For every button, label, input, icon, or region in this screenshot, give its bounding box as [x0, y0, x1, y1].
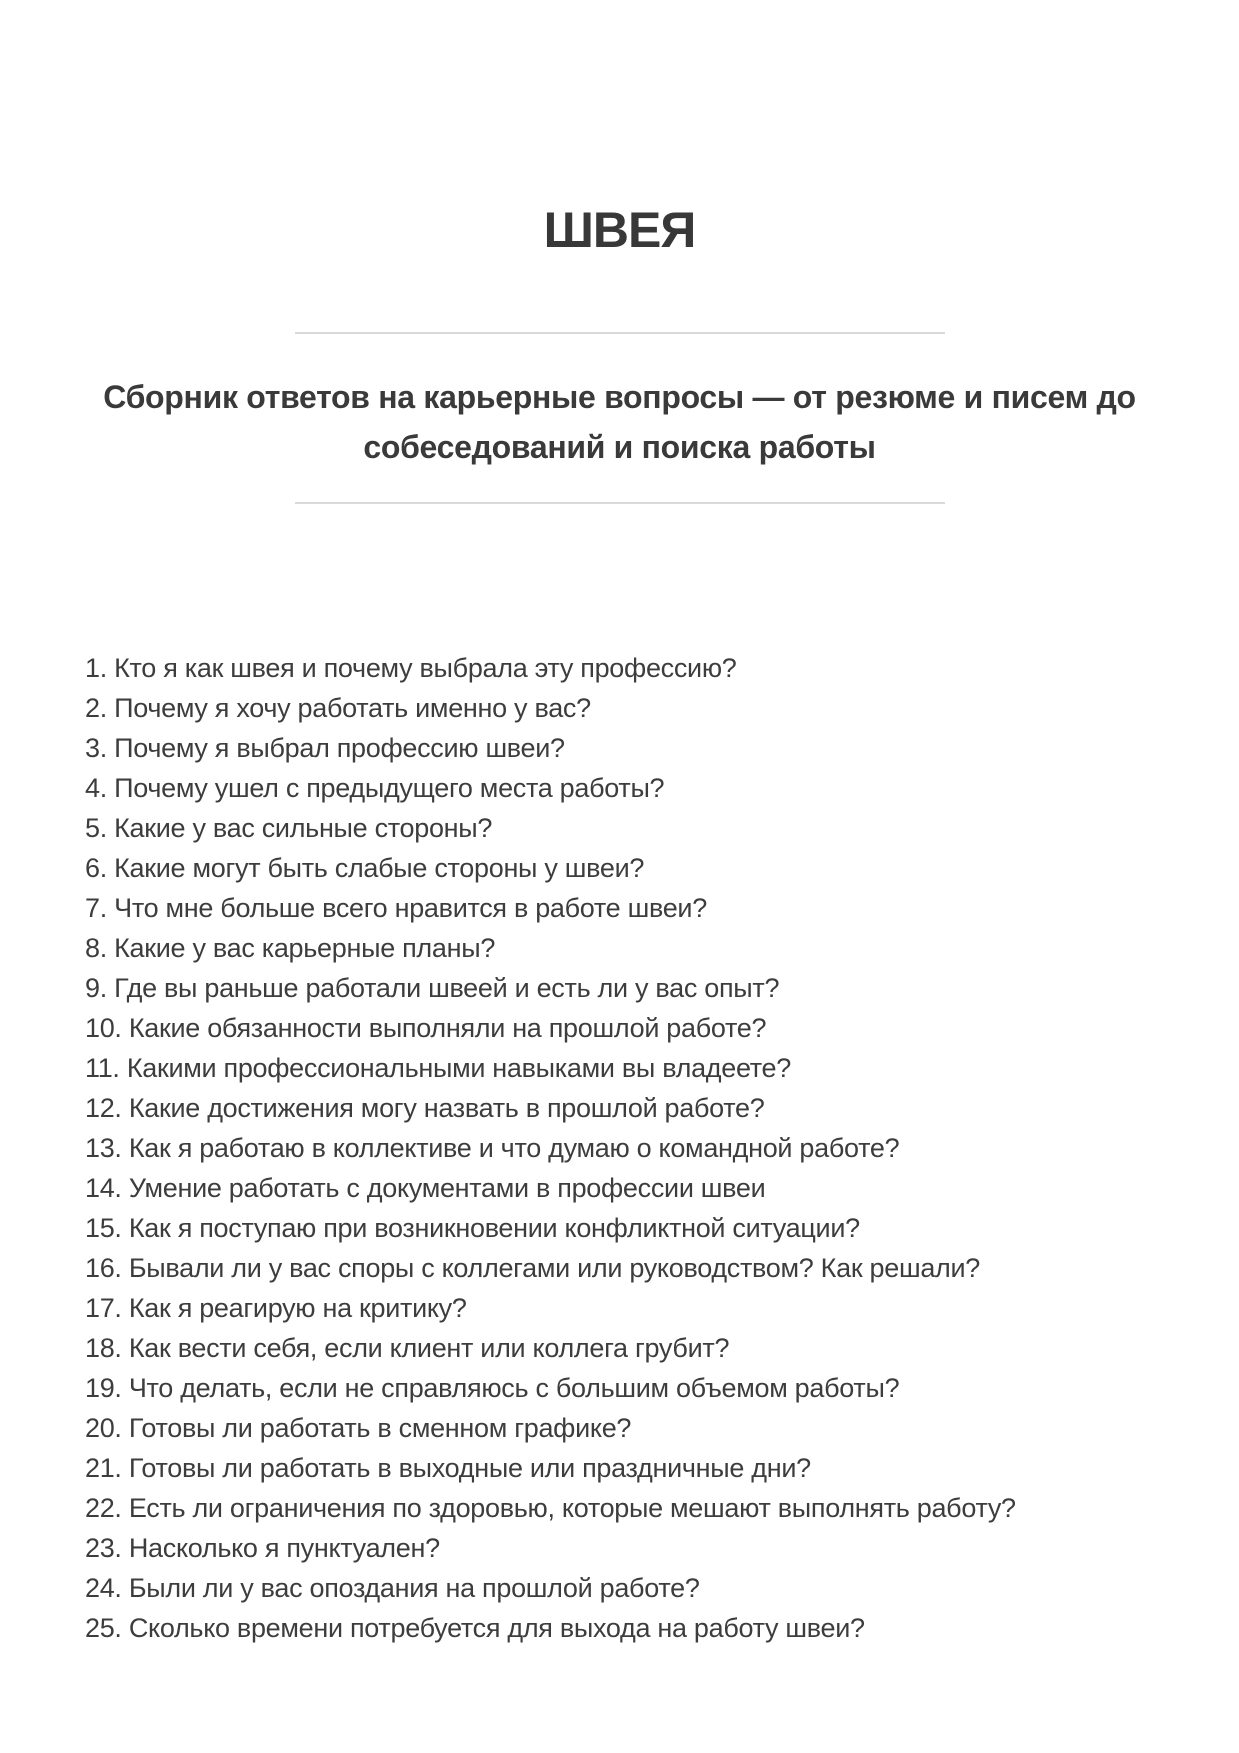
- question-item: 25. Сколько времени потребуется для выхода на работу швеи?: [85, 1613, 865, 1643]
- question-item: 16. Бывали ли у вас споры с коллегами или руководством? Как решали?: [85, 1253, 981, 1283]
- question-item: 21. Готовы ли работать в выходные или праздничные дни?: [85, 1453, 811, 1483]
- question-item: 8. Какие у вас карьерные планы?: [85, 933, 496, 963]
- question-item: 7. Что мне больше всего нравится в работе швеи?: [85, 893, 707, 923]
- question-item: 3. Почему я выбрал профессию швеи?: [85, 733, 565, 763]
- question-item: 20. Готовы ли работать в сменном графике?: [85, 1413, 632, 1443]
- question-item: 11. Какими профессиональными навыками вы владеете?: [85, 1053, 791, 1083]
- question-item: 13. Как я работаю в коллективе и что думаю о командной работе?: [85, 1133, 900, 1163]
- question-item: 9. Где вы раньше работали швеей и есть ли у вас опыт?: [85, 973, 780, 1003]
- question-item: 2. Почему я хочу работать именно у вас?: [85, 693, 591, 723]
- page-title: ШВЕЯ: [543, 202, 696, 258]
- question-item: 12. Какие достижения могу назвать в прошлой работе?: [85, 1093, 765, 1123]
- question-item: 17. Как я реагирую на критику?: [85, 1293, 467, 1323]
- question-item: 1. Кто я как швея и почему выбрала эту профессию?: [85, 653, 737, 683]
- question-item: 18. Как вести себя, если клиент или коллега грубит?: [85, 1333, 730, 1363]
- question-item: 19. Что делать, если не справляюсь с большим объемом работы?: [85, 1373, 900, 1403]
- questions-list: [0, 648, 1239, 1708]
- question-item: 22. Есть ли ограничения по здоровью, которые мешают выполнять работу?: [85, 1493, 1016, 1523]
- page-subtitle: Сборник ответов на карьерные вопросы — от резюме и писем до собеседований и поиска работы: [103, 379, 1136, 465]
- question-item: 4. Почему ушел с предыдущего места работы?: [85, 773, 665, 803]
- question-item: 24. Были ли у вас опоздания на прошлой работе?: [85, 1573, 700, 1603]
- divider-top: [295, 332, 945, 334]
- question-item: 14. Умение работать с документами в профессии швеи: [85, 1173, 766, 1203]
- question-item: 15. Как я поступаю при возникновении конфликтной ситуации?: [85, 1213, 860, 1243]
- question-item: 10. Какие обязанности выполняли на прошлой работе?: [85, 1013, 767, 1043]
- divider-bottom: [295, 502, 945, 504]
- question-item: 23. Насколько я пунктуален?: [85, 1533, 440, 1563]
- question-item: 5. Какие у вас сильные стороны?: [85, 813, 493, 843]
- question-item: 6. Какие могут быть слабые стороны у швеи?: [85, 853, 645, 883]
